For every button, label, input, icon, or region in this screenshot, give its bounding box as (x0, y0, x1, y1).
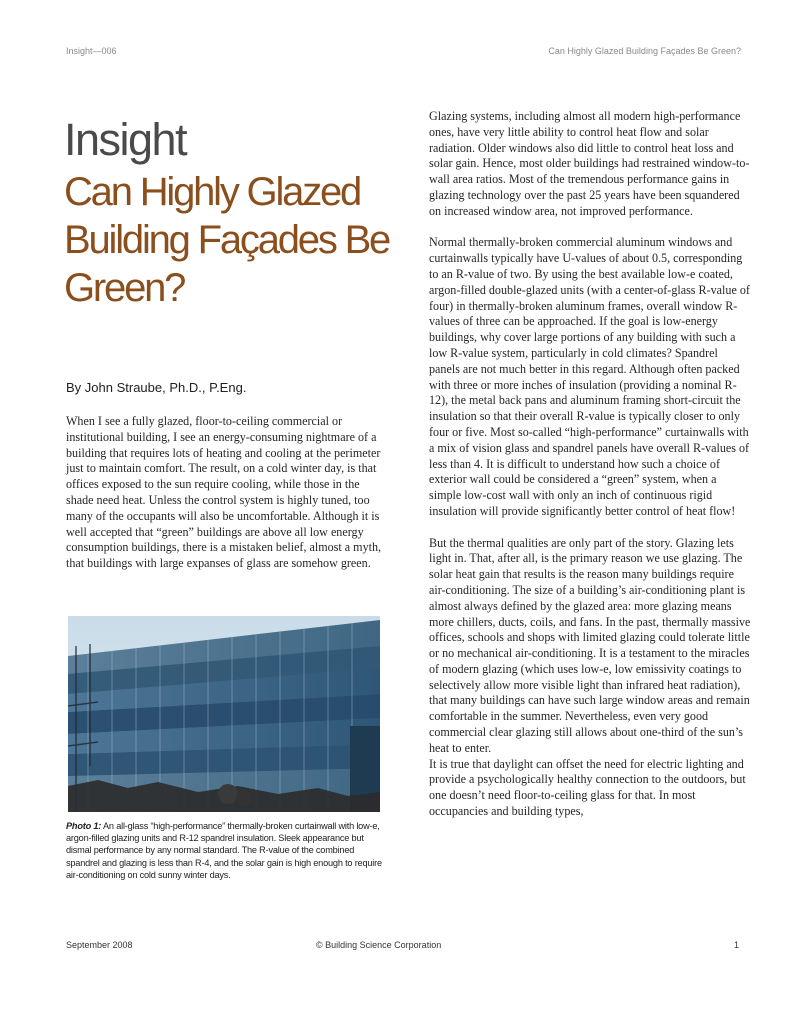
left-column (66, 414, 382, 572)
running-header-right: Can Highly Glazed Building Façades Be Green? (548, 46, 741, 56)
right-paragraph-2: Normal thermally-broken commercial aluminum windows and curtainwalls typically have U-values of about 0.5, corresponding to an R-value of two. By using the best available low-e coated, argon-filled double-glazed units (with a center-of-glass R-value of four) in thermally-broken aluminum frames, overall window R-values of three can be approached. If the goal is low-energy buildings, why cover large portions of any building with such a low R-value system, particularly in cold climates? Spandrel panels are not much better in this regard. Although often packed with three or more inches of insulation (providing a nominal R-12), the metal back pans and aluminum framing short-circuit the insulation so that their overall R-value is typically closer to only four or five. Most so-called “high-performance” curtainwalls with a mix of vision glass and spandrel panels have overall R-values of less than 4. It is difficult to understand how such a choice of exterior wall could be considered a “green” system, when a simple low-cost wall with only an inch of continuous rigid insulation will provide significantly better control of heat flow! (429, 235, 750, 518)
photo-image (68, 616, 380, 812)
right-paragraph-3: But the thermal qualities are only part of the story. Glazing lets light in. That, after all, is the primary reason we use glazing. The solar heat gain that results is the reason many buildings require air-conditioning. The size of a building’s air-conditioning plant is almost always defined by the glazed area: more glazing means more chillers, ducts, coils, and fans. In the past, thermally massive offices, schools and shops with limited glazing could tolerate little or no mechanical air-conditioning. It is a testament to the miracles of modern glazing (which uses low-e, low emissivity coatings to selectively allow more visible light than infrared heat radiation), that many buildings can have such large window areas and remain comfortable in the summer. Nevertheless, even very good commercial clear glazing still allows about one-third of the sun’s heat to enter. (429, 535, 751, 755)
series-title: Insight (64, 114, 187, 165)
author-byline: By John Straube, Ph.D., P.Eng. (66, 380, 247, 395)
right-column (429, 109, 751, 820)
left-paragraph-1: When I see a fully glazed, floor-to-ceiling commercial or institutional building, I see an energy-consuming nightmare of a building that requires lots of heating and cooling at the perimeter just to maintain comfort. The result, on a cold winter day, is that offices exposed to the sun require cooling, while those in the shade need heat. Unless the control system is highly tuned, too many of the occupants will also be uncomfortable. Although it is well accepted that “green” buildings are above all low energy consumption buildings, there is a mistaken belief, almost a myth, that buildings with large expanses of glass are somehow green. (66, 414, 382, 571)
right-paragraph-1: Glazing systems, including almost all modern high-performance ones, have very little ability to control heat flow and solar radiation. Older windows also did little to control heat loss and solar gain. Hence, most older buildings had restrained window-to-wall area ratios. Most of the tremendous performance gains in glazing technology over the past 25 years have been squandered on increased window area, not improved performance. (429, 109, 750, 218)
right-paragraph-4: It is true that daylight can offset the need for electric lighting and provide a psychologically healthy connection to the outdoors, but one doesn’t need floor-to-ceiling glass for that. In most occupancies and building types, (429, 756, 746, 819)
caption-label: Photo 1: (66, 821, 102, 831)
photo-caption (66, 820, 384, 881)
running-header-left: Insight—006 (66, 46, 117, 56)
page-number: 1 (733, 940, 739, 950)
footer-date: September 2008 (66, 940, 133, 950)
footer-copyright: © Building Science Corporation (316, 940, 442, 950)
caption-text: An all-glass “high-performance” thermally-broken curtainwall with low-e, argon-filled glazing units and R-12 spandrel insulation. Sleek appearance but dismal performance by any normal standard. The R-value of the combined spandrel and glazing is less than R-4, and the solar gain is high enough to require air-conditioning on cold sunny winter days. (66, 821, 382, 880)
curtainwall-photo (68, 616, 380, 812)
article-title: Can Highly Glazed Building Façades Be Green? (64, 170, 390, 310)
